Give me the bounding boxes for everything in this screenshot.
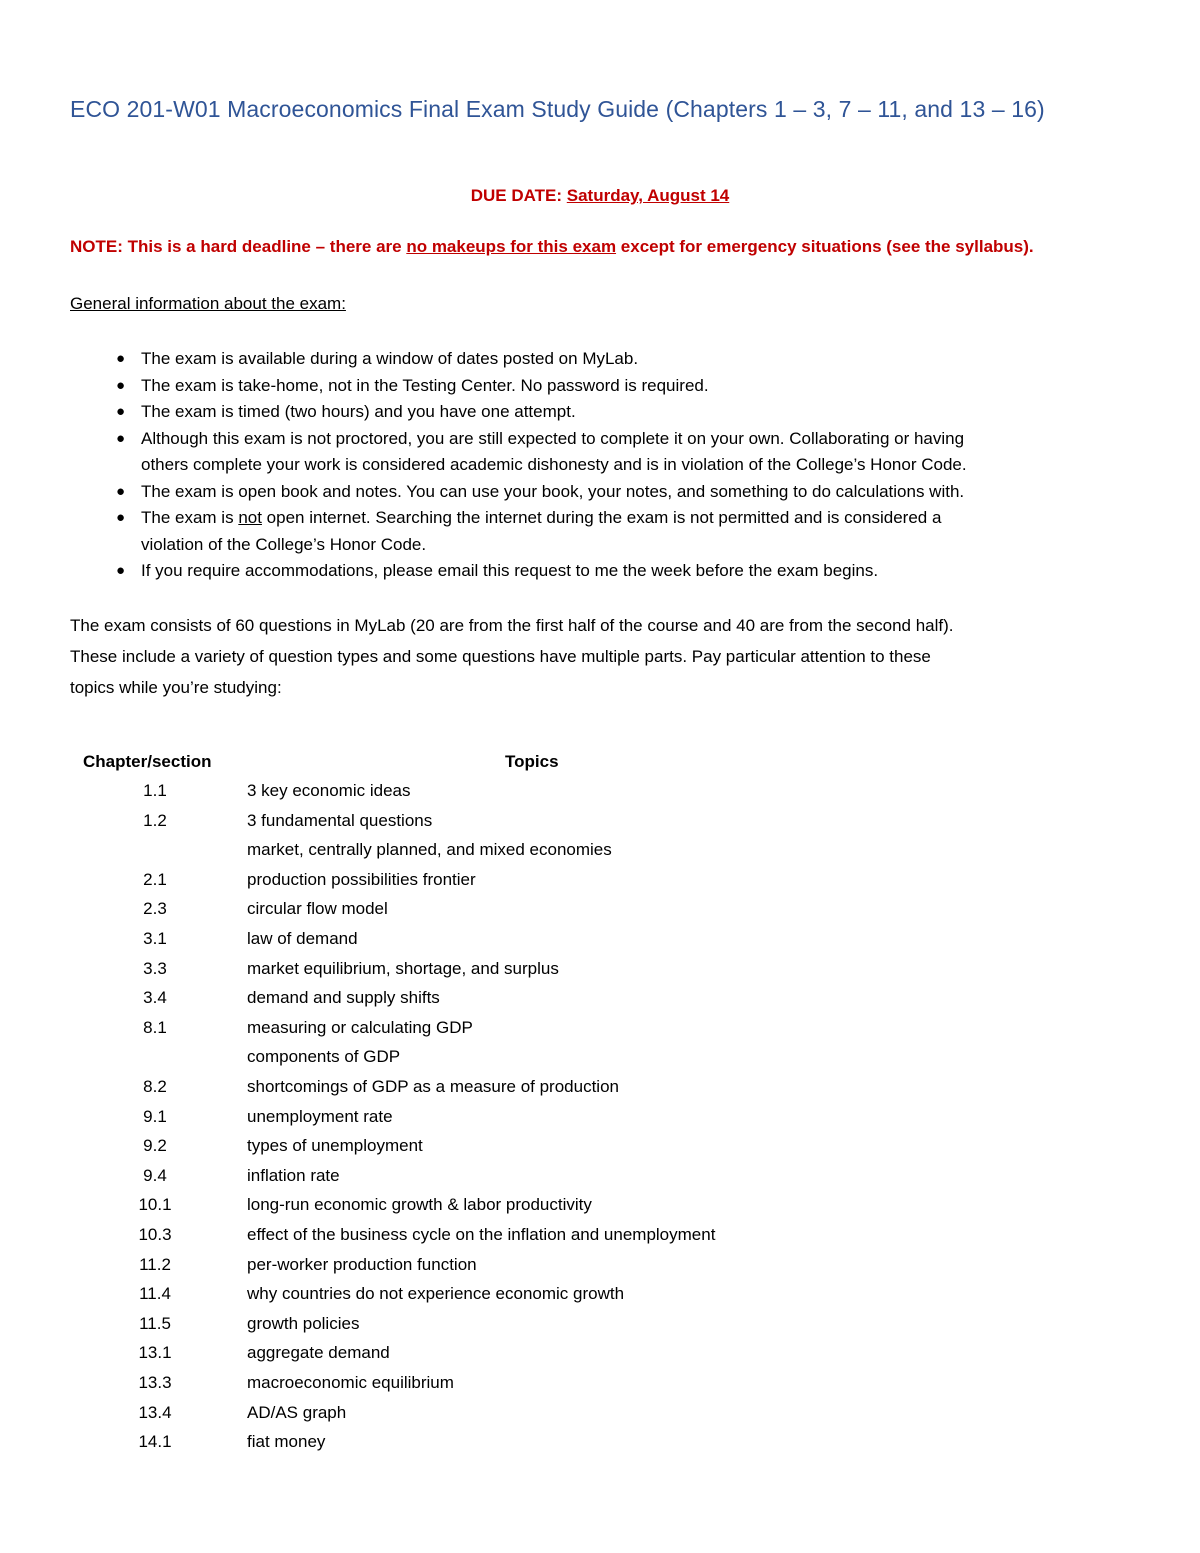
topic-text: why countries do not experience economic growth [247, 1284, 625, 1304]
section-number: 14.1 [138, 1432, 172, 1452]
column-header-section: Chapter/section [83, 752, 212, 771]
list-item-continuation: violation of the College’s Honor Code. [141, 534, 427, 554]
table-row [0, 929, 1200, 958]
section-number: 9.2 [143, 1136, 167, 1156]
topic-text: law of demand [247, 929, 358, 948]
list-item [0, 558, 1200, 585]
table-row [0, 899, 1200, 928]
topic-text: macroeconomic equilibrium [247, 1373, 454, 1392]
table-row [0, 781, 1200, 810]
section-number: 11.4 [139, 1284, 171, 1304]
bullet-icon: ● [116, 482, 126, 500]
section-number: 11.5 [139, 1313, 171, 1333]
topic-text: market equilibrium, shortage, and surplus [247, 958, 559, 978]
table-row [0, 1077, 1200, 1106]
list-item-text: The exam is available during a window of dates posted on MyLab. [141, 349, 639, 368]
table-row [0, 1107, 1200, 1136]
topic-text: 3 key economic ideas [247, 781, 411, 800]
topic-text: production possibilities frontier [247, 869, 476, 889]
bullet-icon: ● [116, 376, 126, 394]
section-number: 3.4 [143, 988, 167, 1008]
table-row [0, 1136, 1200, 1165]
deadline-note [70, 237, 1034, 257]
section-number: 2.3 [143, 899, 167, 919]
topic-text: shortcomings of GDP as a measure of production [247, 1077, 619, 1096]
bullet-icon: ● [116, 429, 126, 447]
list-item-text: The exam is timed (two hours) and you have one attempt. [141, 402, 576, 421]
exam-description-paragraph [70, 610, 1140, 703]
note-text-post: except for emergency situations (see the syllabus). [616, 237, 1034, 256]
list-item-text: The exam is take-home, not in the Testing Center. No password is required. [141, 375, 709, 395]
topic-text: types of unemployment [247, 1136, 423, 1156]
note-text-pre: NOTE: This is a hard deadline – there are [70, 237, 407, 256]
topic-text: inflation rate [247, 1165, 340, 1185]
list-item-text-underlined: not [238, 508, 262, 527]
topic-text: aggregate demand [247, 1343, 390, 1363]
table-row [0, 1225, 1200, 1254]
list-item [0, 373, 1200, 400]
column-header-topics: Topics [505, 752, 559, 771]
section-number: 1.2 [143, 810, 167, 830]
due-date-value: Saturday, August 14 [566, 186, 730, 205]
topic-text: market, centrally planned, and mixed economies [247, 840, 612, 860]
section-number: 9.1 [143, 1106, 167, 1126]
bullet-icon: ● [116, 350, 126, 367]
list-item [0, 479, 1200, 506]
topic-text: circular flow model [247, 899, 388, 919]
topic-text: long-run economic growth & labor productivity [247, 1195, 592, 1215]
paragraph-line: These include a variety of question types and some questions have multiple parts. Pay particular attention to these [70, 647, 931, 666]
topic-text: growth policies [247, 1313, 360, 1333]
bullet-icon: ● [116, 403, 126, 420]
section-number: 11.2 [139, 1254, 171, 1274]
table-row [0, 840, 1200, 869]
exam-info-list [0, 346, 1200, 585]
table-row [0, 1018, 1200, 1047]
table-row [0, 988, 1200, 1017]
table-row [0, 1166, 1200, 1195]
paragraph-line: The exam consists of 60 questions in MyLab (20 are from the first half of the course and 40 are from the second half). [70, 616, 954, 635]
table-row [0, 1284, 1200, 1313]
section-number: 10.1 [138, 1195, 172, 1215]
section-number: 1.1 [143, 781, 167, 800]
section-number: 10.3 [138, 1225, 172, 1244]
table-row [0, 1373, 1200, 1402]
table-row [0, 1047, 1200, 1076]
due-date-label: DUE DATE: [470, 186, 567, 205]
section-number: 13.1 [138, 1343, 172, 1363]
table-row [0, 1195, 1200, 1224]
section-number: 13.4 [138, 1402, 172, 1422]
topic-text: components of GDP [247, 1047, 401, 1067]
table-row [0, 959, 1200, 988]
list-item [0, 399, 1200, 426]
topic-text: demand and supply shifts [247, 988, 440, 1008]
topic-text: measuring or calculating GDP [247, 1017, 473, 1037]
topic-text: 3 fundamental questions [247, 810, 433, 830]
table-row [0, 1432, 1200, 1461]
list-item-continuation: others complete your work is considered academic dishonesty and is in violation of the College’s Honor Code. [141, 455, 967, 474]
document-title: ECO 201-W01 Macroeconomics Final Exam Study Guide (Chapters 1 – 3, 7 – 11, and 13 – 16) [70, 96, 1045, 122]
section-number: 9.4 [143, 1165, 167, 1185]
bullet-icon: ● [116, 509, 126, 526]
list-item [0, 346, 1200, 373]
bullet-icon: ● [116, 562, 126, 579]
list-item-text: Although this exam is not proctored, you are still expected to complete it on your own. Collaborating or having [141, 428, 965, 448]
topic-text: per-worker production function [247, 1254, 477, 1274]
general-info-heading: General information about the exam: [70, 294, 346, 313]
paragraph-line: topics while you’re studying: [70, 678, 282, 697]
section-number: 2.1 [143, 869, 167, 889]
list-item-text-post: open internet. Searching the internet during the exam is not permitted and is considered a [261, 508, 942, 527]
section-number: 8.1 [143, 1017, 167, 1037]
list-item-text-pre: The exam is [141, 508, 239, 527]
table-row [0, 870, 1200, 899]
list-item-text: The exam is open book and notes. You can use your book, your notes, and something to do calculations with. [141, 481, 965, 501]
section-number: 3.1 [143, 929, 167, 948]
due-date-line [0, 186, 1200, 206]
list-item-text: If you require accommodations, please email this request to me the week before the exam begins. [141, 561, 879, 580]
topic-text: effect of the business cycle on the inflation and unemployment [247, 1225, 716, 1244]
list-item [0, 426, 1200, 479]
table-row [0, 1255, 1200, 1284]
note-text-underlined: no makeups for this exam [406, 237, 617, 256]
table-row [0, 1314, 1200, 1343]
table-row [0, 1343, 1200, 1372]
section-number: 3.3 [143, 958, 167, 978]
topic-text: unemployment rate [247, 1106, 393, 1126]
list-item [0, 505, 1200, 558]
section-number: 8.2 [143, 1077, 167, 1096]
topic-text: fiat money [247, 1432, 326, 1452]
table-row [0, 811, 1200, 840]
section-number: 13.3 [138, 1373, 172, 1392]
table-row [0, 1403, 1200, 1432]
topic-text: AD/AS graph [247, 1402, 347, 1422]
